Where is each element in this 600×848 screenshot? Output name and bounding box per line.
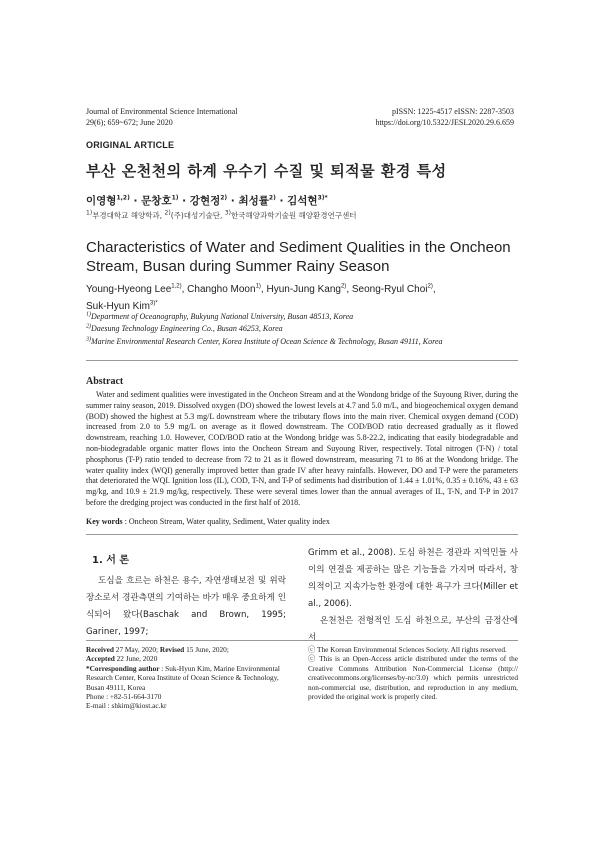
- journal-issue: 29(6); 659~672; June 2020: [86, 118, 173, 127]
- license: ⓒ This is an Open-Access article distributed under the terms of the Creative Commons Attribution Non-Commercial License (http:// creativecommons.org/licenses/by-nc/3.0) which permits unrestricted non-commercial use, distribution, and reproduction in any medium, provided the original work is properly cited.: [308, 654, 518, 702]
- korean-title: 부산 온천천의 하계 우수기 수질 및 퇴적물 환경 특성: [86, 162, 447, 180]
- affiliation-1-sup: 1): [86, 311, 91, 318]
- korean-authors: [86, 193, 328, 208]
- affiliation-1: [86, 312, 526, 322]
- divider-footer: [86, 640, 518, 641]
- section-heading-introduction: 1. 서 론: [92, 555, 130, 566]
- english-author-name: Suk-Hyun Kim: [86, 301, 150, 312]
- author-separator: ,: [181, 284, 188, 295]
- divider-top: [86, 360, 518, 361]
- revised-date: 15 June, 2020;: [184, 645, 229, 654]
- corresponding-label: *Corresponding author: [86, 663, 160, 673]
- english-title: Characteristics of Water and Sediment Qualities in the Oncheon Stream, Busan during Summer Rainy Season: [86, 239, 511, 275]
- intro-right-column: [308, 545, 518, 647]
- keywords-label: Key words: [86, 517, 123, 526]
- abstract-heading: Abstract: [86, 376, 124, 387]
- korean-author-name: 최성률: [238, 195, 269, 207]
- keywords: [86, 517, 330, 526]
- corresponding-text: : Suk-Hyun Kim, Marine Environmental Research Center, Korea Institute of Ocean Science & Technology, Busan 49111, Korea: [86, 663, 280, 692]
- divider-abstract: [86, 534, 518, 535]
- journal-header-left: [86, 106, 238, 128]
- english-author-sup: 1): [255, 283, 261, 290]
- author-separator: ,: [346, 284, 352, 295]
- korean-author-name: 이영형: [86, 195, 117, 207]
- korean-author-name: 강현정: [189, 195, 221, 207]
- affiliation-2-text: Daesung Technology Engineering Co., Busan 46253, Korea: [91, 324, 283, 333]
- english-authors-line1: [86, 281, 516, 298]
- dates-line1: [86, 645, 291, 654]
- abstract-text: Water and sediment qualities were investigated in the Oncheon Stream and at the Wondong bridge of the Suyoung River, during the summer rainy season, 2019. Dissolved oxygen (DO) showed the lowest levels at 4.7 and 5.0 m/L, and biogeochemical oxygen demand (BOD) showed the highest at 5.3 mg/L downstream where the tributary flows into the main river. Chemical oxygen demand (COD) increased from 2.0 to 5.9 mg/L on average as it flowed downstream. The COD/BOD ratio decreased gradually as it flowed downstream, reaching 1.0. However, COD/BOD ratio at the Wondong bridge was 5.8-22.2, indicating that easily biodegradable and non-biodegradable organic matter flows into the Oncheon Stream and Suyoung River, respectively. Total nitrogen (T-N) / total phosphorus (T-P) ratio tended to decrease from 72 to 21 as it flowed downstream, measuring 71 to 86 at the Wondong bridge. The water quality index (WQI) generally improved better than grade IV after heavy rainfalls. However, DO and T-P were the parameters that deteriorated the WQI. Ignition loss (IL), COD, T-N, and T-P of sediments had distribution of 1.44 ± 1.01%, 0.35 ± 0.16%, 43 ± 63 mg/kg, and 10.9 ± 21.9 mg/kg, respectively. These were several times lower than the annual averages of IL, T-N, and T-P in 2017 before the dredging project was conducted in the first half of 2018.: [86, 390, 518, 507]
- korean-author-sup: 3)*: [317, 194, 328, 202]
- received-date: 27 May, 2020;: [113, 645, 160, 654]
- author-separator: ·: [275, 195, 288, 207]
- accepted-date: 22 June, 2020: [114, 654, 158, 664]
- english-author-sup: 2): [340, 283, 347, 290]
- affiliation-3-text: Marine Environmental Research Center, Korea Institute of Ocean Science & Technology, Busan 49111, Korea: [91, 337, 443, 346]
- author-separator: ,: [260, 284, 267, 295]
- journal-name: Journal of Environmental Science International: [86, 107, 238, 116]
- keywords-list: : Oncheon Stream, Water quality, Sediment, Water quality index: [122, 517, 330, 526]
- english-author-sup: 1,2): [171, 283, 182, 290]
- korean-author-sup: 2): [268, 194, 276, 202]
- korean-author-name: 김석현: [287, 195, 318, 207]
- english-author-name: Changho Moon: [187, 284, 256, 295]
- korean-author-name: 문창호: [141, 195, 172, 207]
- doi-link[interactable]: https://doi.org/10.5322/JESI.2020.29.6.659: [375, 118, 514, 127]
- author-separator: ,: [432, 284, 436, 295]
- author-separator: ·: [178, 195, 190, 207]
- korean-affiliation-sup: 3): [224, 209, 231, 217]
- accepted-label: Accepted: [86, 654, 115, 664]
- dates-line2: [86, 654, 291, 663]
- korean-author-sup: 1,2): [116, 194, 130, 202]
- english-author-sup: 3)*: [149, 300, 158, 307]
- article-type: ORIGINAL ARTICLE: [86, 140, 175, 150]
- article-history: [86, 645, 291, 711]
- author-separator: ·: [227, 195, 239, 207]
- korean-affiliation-text: 부경대학교 해양학과,: [92, 211, 165, 220]
- korean-author-sup: 2): [220, 194, 228, 202]
- copyright-block: [308, 645, 518, 701]
- phone: Phone : +82-51-664-3170: [86, 692, 162, 702]
- affiliation-2-sup: 2): [86, 323, 91, 330]
- email[interactable]: E-mail : shkim@kiost.ac.kr: [86, 701, 167, 711]
- issn: pISSN: 1225-4517 eISSN: 2287-3503: [391, 107, 514, 116]
- revised-label: Revised: [159, 645, 185, 654]
- english-author-name: Hyun-Jung Kang: [266, 284, 341, 295]
- corresponding-author: [86, 664, 291, 692]
- received-label: Received: [86, 645, 114, 654]
- affiliation-3-sup: 3): [86, 336, 91, 343]
- korean-affiliation-text: 한국해양과학기술원 해양환경연구센터: [230, 211, 357, 220]
- korean-affiliation-text: (주)대성기술단,: [170, 211, 225, 220]
- korean-author-sup: 1): [171, 194, 179, 202]
- english-author-name: Young-Hyeong Lee: [86, 284, 172, 295]
- intro-right-para2: 온천천은 전형적인 도심 하천으로, 부산의 금정산에서: [308, 616, 518, 643]
- journal-header-right: [375, 106, 514, 128]
- korean-affiliation-sup: 1): [86, 209, 93, 217]
- korean-affiliations: [86, 210, 357, 221]
- english-author-sup: 2): [427, 283, 433, 290]
- affiliation-2: [86, 324, 526, 334]
- affiliation-1-text: Department of Oceanography, Bukyung National University, Busan 48513, Korea: [91, 312, 354, 321]
- author-separator: ·: [129, 195, 142, 207]
- intro-left-column: 도심을 흐르는 하천은 용수, 자연생태보전 및 위락장소로서 경관측면의 기여하는 바가 매우 중요하게 인식되어 왔다(Baschak and Brown, 1995; Gariner, 1997;: [86, 576, 286, 637]
- english-author-name: Seong-Ryul Choi: [351, 284, 428, 295]
- affiliation-3: [86, 337, 526, 347]
- copyright: ⓒ The Korean Environmental Sciences Society. All rights reserved.: [308, 645, 507, 654]
- intro-right-para1: Grimm et al., 2008). 도심 하천은 경관과 지역민들 사이의 연결을 제공하는 많은 기능들을 가지며 따라서, 창의적이고 지속가능한 환경에 대한 욕구가 크다(Miller et al., 2006).: [308, 548, 518, 609]
- korean-affiliation-sup: 2): [164, 209, 171, 217]
